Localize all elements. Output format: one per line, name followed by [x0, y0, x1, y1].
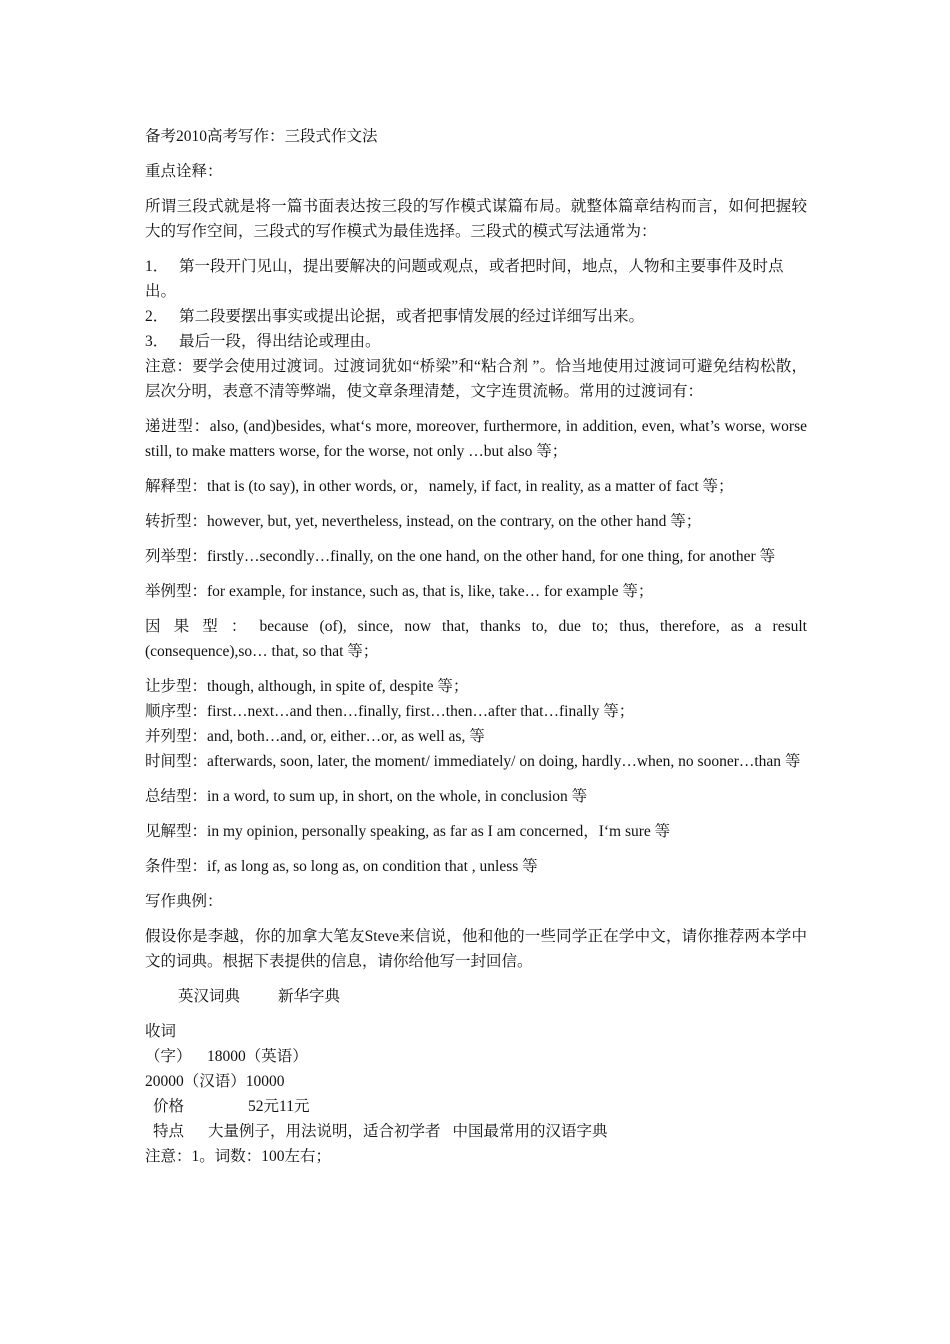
transition-item	[145, 854, 807, 879]
transition-type: 解释型：	[145, 478, 208, 495]
transition-words: and, both…and, or, either…or, as well as, 等	[207, 728, 485, 745]
transition-item	[145, 414, 807, 464]
transition-item	[145, 474, 807, 499]
transition-type: 时间型：	[145, 753, 208, 770]
transition-type: 总结型：	[145, 788, 208, 805]
dictionary-table	[145, 984, 807, 1144]
transition-type: 转折型：	[145, 513, 208, 530]
transition-type: 递进型：	[145, 418, 210, 435]
transition-item	[145, 509, 807, 534]
transition-words: though, although, in spite of, despite 等；	[207, 678, 469, 695]
table-header-row	[145, 984, 807, 1009]
section-label: 重点诠释：	[145, 163, 223, 180]
document-body	[145, 124, 807, 1169]
transition-type: 举例型：	[145, 583, 208, 600]
table-row: （字） 18000（英语）	[145, 1048, 308, 1065]
table-row-label: 收词	[145, 1023, 177, 1040]
transition-words: also, (and)besides, what‘s more, moreover, furthermore, in addition, even, what’s worse, worse still, to make matters worse, for the worse, not only …but also 等；	[145, 418, 807, 460]
transition-item	[145, 724, 807, 749]
final-note: 注意：1。词数：100左右；	[145, 1148, 332, 1165]
transition-type: 并列型：	[145, 728, 208, 745]
example-prompt: 假设你是李越，你的加拿大笔友Steve来信说，他和他的一些同学正在学中文，请你推荐两本学中文的词典。根据下表提供的信息，请你给他写一封回信。	[145, 928, 807, 970]
step-item: 2． 第二段要摆出事实或提出论据，或者把事情发展的经过详细写出来。	[145, 308, 645, 325]
document-title: 备考2010高考写作：三段式作文法	[145, 128, 378, 145]
step-item: 3． 最后一段，得出结论或理由。	[145, 333, 381, 350]
transition-words: in my opinion, personally speaking, as far as I am concerned，I‘m sure 等	[207, 823, 671, 840]
table-header-col1: 英汉词典	[178, 988, 241, 1005]
transition-type: 条件型：	[145, 858, 208, 875]
transition-item	[145, 749, 807, 774]
transition-item	[145, 699, 807, 724]
transition-type: 顺序型：	[145, 703, 208, 720]
table-row: 价格 52元11元	[153, 1098, 310, 1115]
example-label: 写作典例：	[145, 893, 223, 910]
transition-item	[145, 544, 807, 569]
transition-item	[145, 674, 807, 699]
transition-item	[145, 784, 807, 809]
table-row: 20000（汉语）10000	[145, 1073, 285, 1090]
transition-words: if, as long as, so long as, on condition that , unless 等	[207, 858, 538, 875]
transition-words: in a word, to sum up, in short, on the whole, in conclusion 等	[207, 788, 588, 805]
intro-paragraph: 所谓三段式就是将一篇书面表达按三段的写作模式谋篇布局。就整体篇章结构而言，如何把握较大的写作空间，三段式的写作模式为最佳选择。三段式的模式写法通常为：	[145, 198, 807, 240]
transition-type: 列举型：	[145, 548, 208, 565]
transition-type: 见解型：	[145, 823, 208, 840]
transition-item	[145, 614, 807, 664]
transition-words: afterwards, soon, later, the moment/ immediately/ on doing, hardly…when, no sooner…than 等	[207, 753, 801, 770]
table-header-col2: 新华字典	[278, 988, 341, 1005]
step-item: 1． 第一段开门见山，提出要解决的问题或观点，或者把时间，地点，人物和主要事件及时点出。	[145, 258, 784, 300]
table-row: 特点 大量例子，用法说明，适合初学者 中国最常用的汉语字典	[153, 1123, 608, 1140]
note-paragraph: 注意：要学会使用过渡词。过渡词犹如“桥梁”和“粘合剂 ”。恰当地使用过渡词可避免结构松散，层次分明，表意不清等弊端，使文章条理清楚，文字连贯流畅。常用的过渡词有：	[145, 358, 807, 400]
transition-words: for example, for instance, such as, that is, like, take… for example 等；	[207, 583, 654, 600]
transition-words: that is (to say), in other words, or，namely, if fact, in reality, as a matter of fact 等；	[207, 478, 734, 495]
transition-words: because (of), since, now that, thanks to, due to; thus, therefore, as a result (consequence),so… that, so that 等；	[145, 618, 807, 660]
transition-item	[145, 819, 807, 844]
transition-words: first…next…and then…finally, first…then…after that…finally 等；	[207, 703, 635, 720]
transition-words: however, but, yet, nevertheless, instead, on the contrary, on the other hand 等；	[207, 513, 702, 530]
transition-type: 让步型：	[145, 678, 208, 695]
transition-type: 因果型：	[145, 618, 260, 635]
transition-words: firstly…secondly…finally, on the one hand, on the other hand, for one thing, for another 等	[207, 548, 776, 565]
transition-item	[145, 579, 807, 604]
